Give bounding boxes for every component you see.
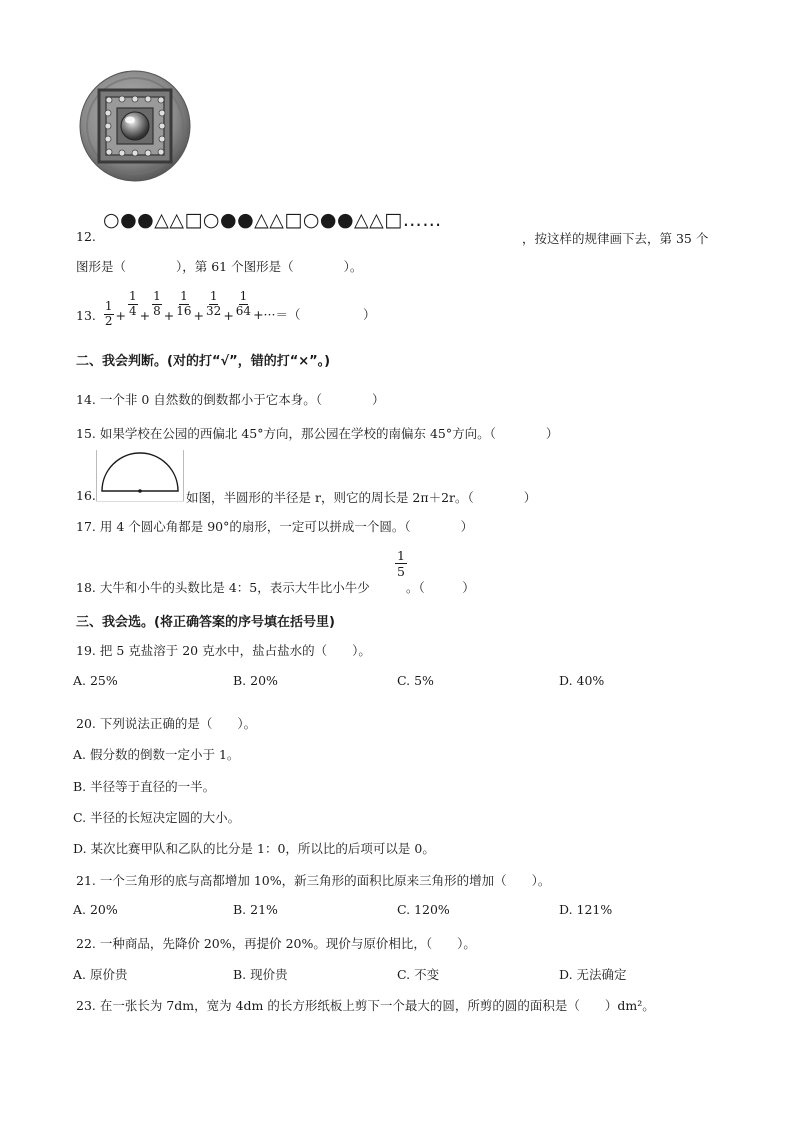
q21-choice-b[interactable]: B. 21% [233, 902, 278, 917]
q13-frac-3: $\frac{1}{8}$ [153, 289, 161, 318]
q13-frac-5: $\frac{1}{32}$ [206, 289, 222, 318]
q13-frac-1: $\frac{1}{2}$ [104, 299, 113, 328]
q23: 23. 在一张长为 7dm，宽为 4dm 的长方形纸板上剪下一个最大的圆，所剪的圆的面积是（ ）dm²。 [76, 998, 655, 1013]
q19-stem: 19. 把 5 克盐溶于 20 克水中，盐占盐水的（ ）。 [76, 643, 371, 658]
q20-option-c[interactable]: C. 半径的长短决定圆的大小。 [73, 810, 241, 825]
ancient-coin-image [79, 70, 191, 182]
q13-frac-6: $\frac{1}{64}$ [235, 289, 252, 318]
q13-number: 13. [76, 307, 96, 323]
q21-choice-a[interactable]: A. 20% [73, 902, 118, 917]
plus-sign: + [163, 307, 175, 323]
q15: 15. 如果学校在公园的西偏北 45°方向，那公园在学校的南偏东 45°方向。（ ） [76, 426, 559, 441]
section-3-heading: 三、我会选。(将正确答案的序号填在括号里) [76, 615, 335, 630]
plus-sign: + [115, 307, 127, 323]
plus-sign: + [223, 307, 234, 323]
q18-tail: 。（ ） [406, 580, 475, 595]
q20-option-b[interactable]: B. 半径等于直径的一半。 [73, 779, 216, 794]
plus-sign: + [139, 307, 151, 323]
q16-number: 16. [76, 488, 96, 503]
q13-frac-2: $\frac{1}{4}$ [129, 289, 137, 318]
q12-text-b: 图形是（ ），第 61 个图形是（ ）。 [76, 259, 363, 274]
q13-frac-4: $\frac{1}{16}$ [176, 289, 192, 318]
q21-choice-d[interactable]: D. 121% [559, 902, 613, 917]
q12-shape-pattern: ○●●△△□○●●△△□○●●△△□…… [103, 209, 442, 231]
q12-text-a: ，按这样的规律画下去，第 35 个 [522, 231, 709, 246]
q12-number: 12. [76, 229, 96, 244]
q22-choice-a[interactable]: A. 原价贵 [73, 967, 128, 982]
q21-choice-c[interactable]: C. 120% [397, 902, 450, 917]
q13-line [76, 289, 376, 328]
q22-stem: 22. 一种商品，先降价 20%，再提价 20%。现价与原价相比，（ ）。 [76, 936, 476, 951]
section-2-heading: 二、我会判断。(对的打“√”，错的打“×”。) [76, 354, 331, 369]
q16-text: 如图，半圆形的半径是 r，则它的周长是 2π＋2r。（ ） [186, 490, 537, 505]
q19-choice-d[interactable]: D. 40% [559, 673, 605, 688]
q19-choice-c[interactable]: C. 5% [397, 673, 434, 688]
q22-choice-c[interactable]: C. 不变 [397, 967, 440, 982]
q13-tail: +···＝（ ） [253, 306, 376, 322]
q18-text: 18. 大牛和小牛的头数比是 4：5，表示大牛比小牛少 [76, 580, 370, 595]
q19-choice-a[interactable]: A. 25% [73, 673, 118, 688]
q18-fraction: 1 5 [397, 548, 405, 579]
q19-choice-b[interactable]: B. 20% [233, 673, 278, 688]
semicircle-diagram [96, 450, 184, 502]
q17: 17. 用 4 个圆心角都是 90°的扇形，一定可以拼成一个圆。（ ） [76, 519, 474, 534]
q21-stem: 21. 一个三角形的底与高都增加 10%，新三角形的面积比原来三角形的增加（ ）。 [76, 873, 551, 888]
q22-choice-d[interactable]: D. 无法确定 [559, 967, 627, 982]
plus-sign: + [193, 307, 205, 323]
q14: 14. 一个非 0 自然数的倒数都小于它本身。（ ） [76, 392, 385, 407]
q20-option-a[interactable]: A. 假分数的倒数一定小于 1。 [73, 747, 240, 762]
q22-choice-b[interactable]: B. 现价贵 [233, 967, 288, 982]
q20-option-d[interactable]: D. 某次比赛甲队和乙队的比分是 1：0，所以比的后项可以是 0。 [73, 841, 435, 856]
q20-stem: 20. 下列说法正确的是（ ）。 [76, 716, 257, 731]
